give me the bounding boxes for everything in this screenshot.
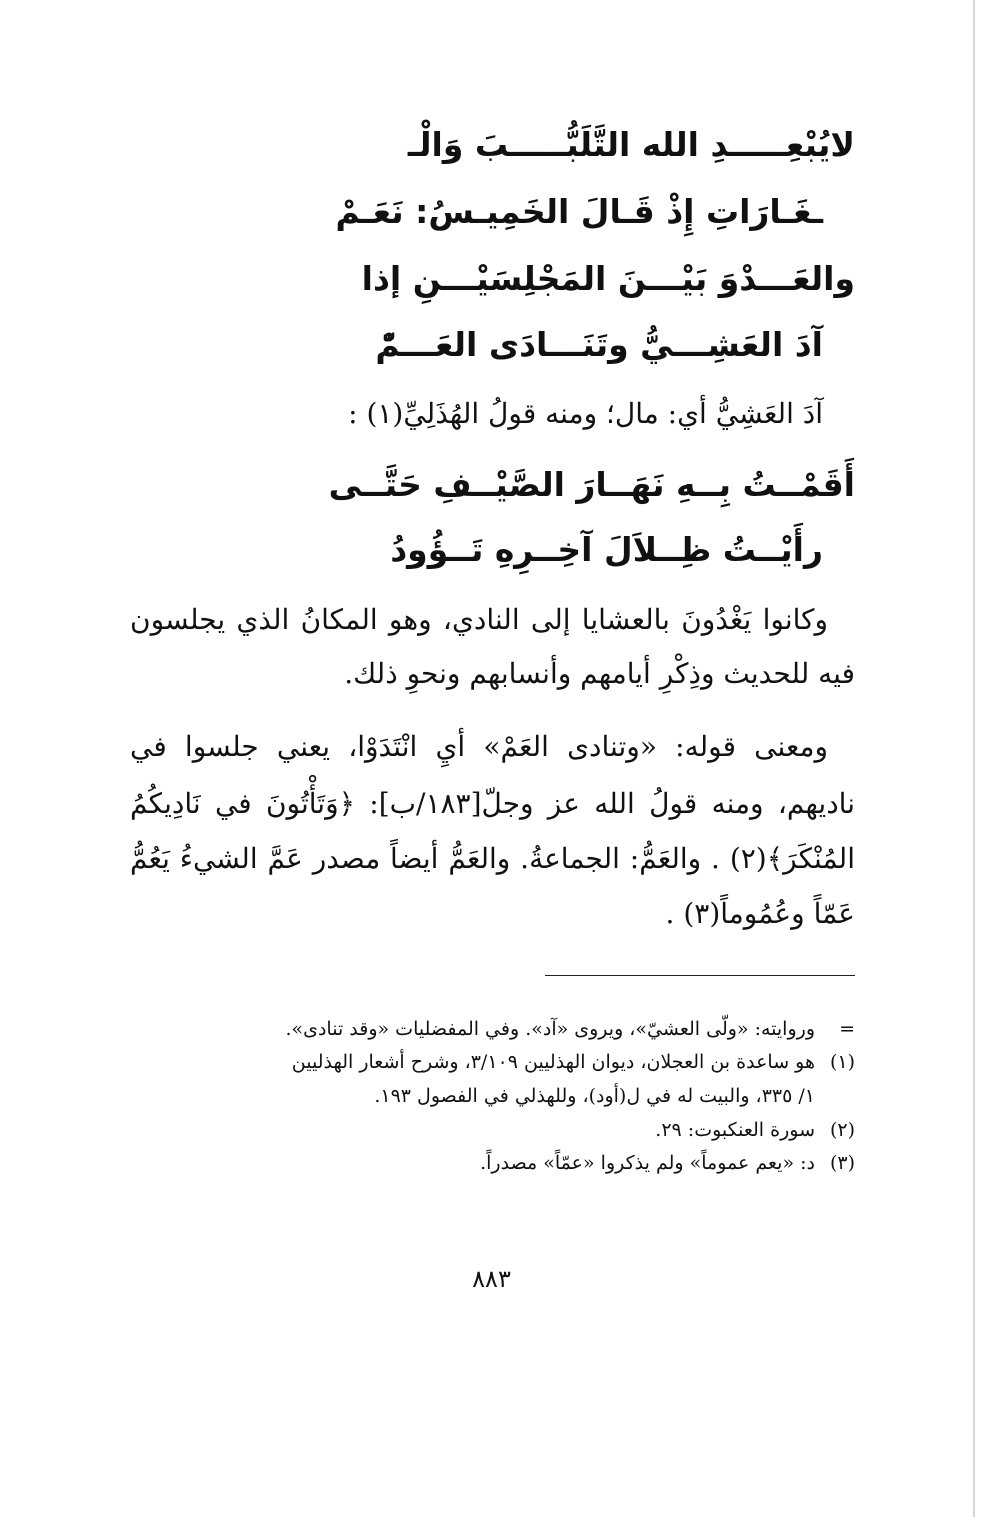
verse-3-second-hemistich: رأَيْــتُ ظِــلاَلَ آخِــرِهِ تَــؤُودُ xyxy=(390,530,823,569)
footnote-number: (٢) xyxy=(829,1119,855,1141)
footnote-number: (١) xyxy=(829,1051,855,1073)
paragraph-1-line-1: وكانوا يَغْدُونَ بالعشايا إلى النادي، وهو المكانُ الذي يجلسون xyxy=(130,603,828,636)
footnote-text: سورة العنكبوت: ٢٩. xyxy=(655,1119,815,1141)
footnote-2 xyxy=(655,1121,855,1140)
footnote-text: هو ساعدة بن العجلان، ديوان الهذليين ٣/١٠٩، وشرح أشعار الهذليين xyxy=(291,1051,815,1073)
footnote-separator xyxy=(545,975,855,976)
footnote-marker: = xyxy=(839,1018,855,1040)
verse-2-first-hemistich: والعَـــدْوَ بَيْـــنَ المَجْلِسَيْـــنِ إذا xyxy=(361,259,855,298)
verse-2-second-hemistich: آدَ العَشِـــيُّ وتَنَـــادَى العَـــمّْ xyxy=(375,325,823,364)
page-number: ٨٨٣ xyxy=(472,1265,511,1293)
footnote-text: د: «يعم عموماً» ولم يذكروا «عمّاً» مصدراً. xyxy=(480,1152,815,1174)
paragraph-2-line-1: ومعنى قوله: «وتنادى العَمْ» أيِ انْتَدَوْا، يعني جلسوا في xyxy=(130,730,828,763)
verse-3-first-hemistich: أَقَمْــتُ بِــهِ نَهَــارَ الصَّيْــفِ حَتَّــى xyxy=(328,465,855,504)
paragraph-2-line-3: المُنْكَرَ﴾(٢) . والعَمُّ: الجماعةُ. والعَمُّ أيضاً مصدر عَمَّ الشيءُ يَعُمُّ xyxy=(130,842,855,875)
footnote-text: وروايته: «ولّى العشيّ»، ويروى «آد». وفي المفضليات «وقد تنادى». xyxy=(285,1018,815,1040)
footnote-1 xyxy=(292,1053,855,1072)
paragraph-2-line-2: ناديهم، ومنه قولُ الله عز وجلّ[١٨٣/ب]: ﴿وَتَأْتُونَ في نَادِيكُمُ xyxy=(130,787,855,820)
paragraph-1-line-2: فيه للحديث وذِكْرِ أيامهم وأنسابهم ونحوِ ذلك. xyxy=(344,657,855,690)
gloss-line: آدَ العَشِيُّ أي: مال؛ ومنه قولُ الهُذَلِيِّ(١) : xyxy=(348,397,823,430)
footnote-1-continuation: ١/ ٣٣٥، والبيت له في ل(أود)، وللهذلي في الفصول ١٩٣. xyxy=(374,1085,815,1107)
paragraph-2-line-4: عَمّاً وعُمُوماً(٣) . xyxy=(665,897,855,930)
footnote-number: (٣) xyxy=(829,1152,855,1174)
footnote-3 xyxy=(480,1154,855,1173)
verse-1-first-hemistich: لايُبْعِـــــدِ الله التَّلَبُّـــــبَ وَالْـ xyxy=(407,125,855,164)
footnote-continued xyxy=(285,1020,855,1039)
verse-1-second-hemistich: ـغَـارَاتِ إِذْ قَـالَ الخَمِيـسُ: نَعَـمْ xyxy=(335,192,823,231)
